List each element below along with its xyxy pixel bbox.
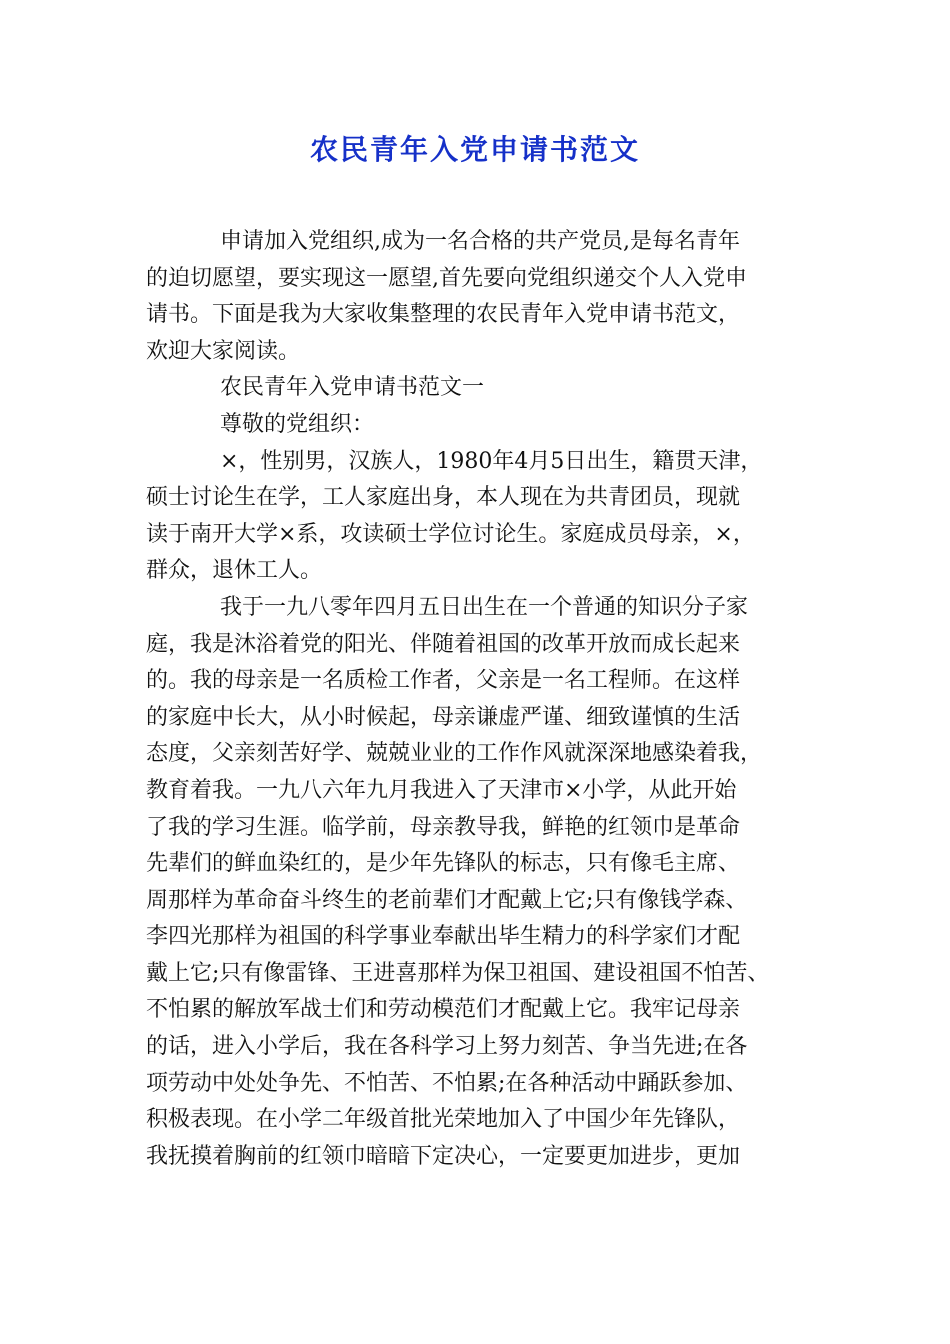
text-line: 的话，进入小学后，我在各科学习上努力刻苦、争当先进;在各 <box>146 1034 748 1060</box>
text-line: 我于一九八零年四月五日出生在一个普通的知识分子家 <box>220 594 749 620</box>
text-line: 尊敬的党组织： <box>220 411 375 437</box>
text-line: 读于南开大学×系，攻读硕士学位讨论生。家庭成员母亲，×， <box>146 521 755 547</box>
text-line: 周那样为革命奋斗终生的老前辈们才配戴上它;只有像钱学森、 <box>146 887 748 913</box>
text-line: 李四光那样为祖国的科学事业奉献出毕生精力的科学家们才配 <box>146 924 741 950</box>
text-line: 硕士讨论生在学，工人家庭出身，本人现在为共青团员，现就 <box>146 485 741 511</box>
document-body <box>146 224 818 1175</box>
text-line: 欢迎大家阅读。 <box>146 338 301 364</box>
text-line: 的家庭中长大，从小时候起，母亲谦虚严谨、细致谨慎的生活 <box>146 704 741 730</box>
document-title: 农民青年入党申请书范文 <box>309 133 640 166</box>
text-line: 了我的学习生涯。临学前，母亲教导我，鲜艳的红领巾是革命 <box>146 814 741 840</box>
text-line: 庭，我是沐浴着党的阳光、伴随着祖国的改革开放而成长起来 <box>146 631 741 657</box>
text-line: ×，性别男，汉族人，1980年4月5日出生，籍贯天津， <box>220 448 763 474</box>
text-line: 项劳动中处处争先、不怕苦、不怕累;在各种活动中踊跃参加、 <box>146 1070 748 1096</box>
text-line: 申请加入党组织,成为一名合格的共产党员,是每名青年 <box>220 229 740 254</box>
text-line: 积极表现。在小学二年级首批光荣地加入了中国少年先锋队， <box>146 1107 741 1133</box>
text-line: 先辈们的鲜血染红的，是少年先锋队的标志，只有像毛主席、 <box>146 851 741 877</box>
text-line: 态度，父亲刻苦好学、兢兢业业的工作作风就深深地感染着我， <box>146 741 763 767</box>
text-line: 教育着我。一九八六年九月我进入了天津市×小学，从此开始 <box>146 777 737 803</box>
text-line: 戴上它;只有像雷锋、王进喜那样为保卫祖国、建设祖国不怕苦、 <box>146 960 770 986</box>
text-line: 不怕累的解放军战士们和劳动模范们才配戴上它。我牢记母亲 <box>146 997 741 1023</box>
text-line: 农民青年入党申请书范文一 <box>220 375 485 401</box>
text-line: 群众，退休工人。 <box>146 558 323 584</box>
text-line: 请书。下面是我为大家收集整理的农民青年入党申请书范文， <box>146 302 741 328</box>
text-line: 的迫切愿望，要实现这一愿望,首先要向党组织递交个人入党申 <box>146 265 747 291</box>
text-line: 我抚摸着胸前的红领巾暗暗下定决心，一定要更加进步，更加 <box>146 1143 741 1169</box>
text-line: 的。我的母亲是一名质检工作者，父亲是一名工程师。在这样 <box>146 668 741 694</box>
